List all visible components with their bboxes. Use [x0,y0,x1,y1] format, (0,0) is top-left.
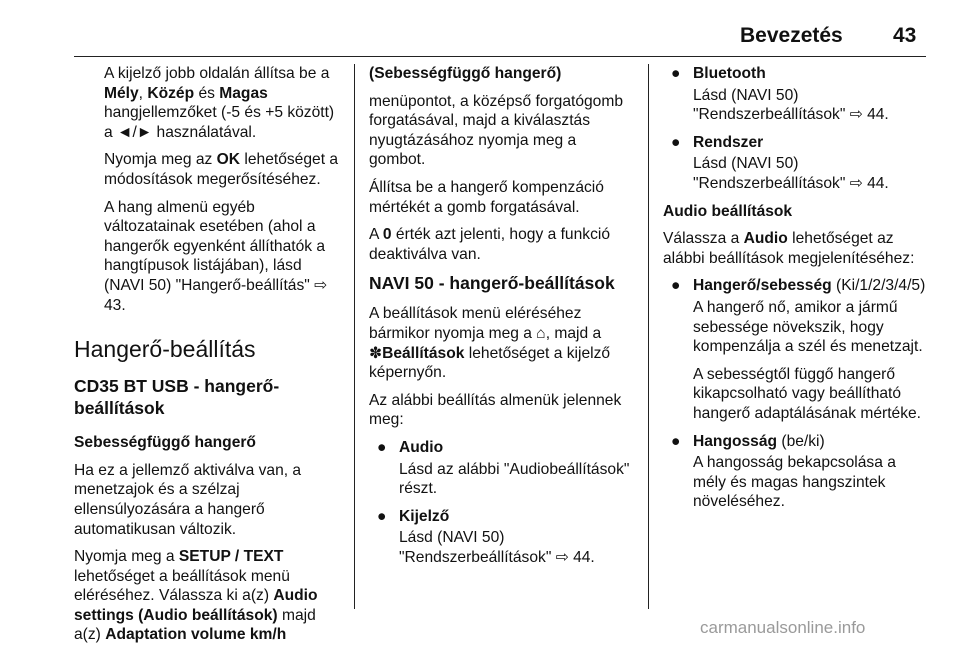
paragraph-ok-confirm: Nyomja meg az OK lehetőséget a módosítások megerősítéséhez. [104,151,339,188]
paragraph-bass-mid-treble: A kijelző jobb oldalán állítsa be a Mély, Közép és Magas hangjellemzőket (-5 és +5 között) a ◄/► használatával. [104,65,335,141]
paragraph-select-audio: Válassza a Audio lehetőséget az alábbi beállítások megjelenítéséhez: [663,230,915,267]
subsection-heading-cd35: CD35 BT USB - hangerő-beállítások [74,376,280,419]
column-divider-2 [648,64,649,609]
paragraph-zero-value: A 0 érték azt jelenti, hogy a funkció deaktiválva van. [369,226,610,263]
heading-audio-settings: Audio beállítások [663,202,793,220]
list-item: ● Rendszer Lásd (NAVI 50) "Rendszerbeállítások" ⇨ 44. [671,133,889,192]
heading-speed-volume-cont: (Sebességfüggő hangerő) [369,65,562,82]
bullet-icon: ● [671,432,681,450]
bullet-icon: ● [671,133,681,151]
list-item: ● Kijelző Lásd (NAVI 50) "Rendszerbeállítások" ⇨ 44. [377,507,595,566]
bullet-icon: ● [377,507,387,525]
header-rule [74,56,926,57]
heading-speed-volume: Sebességfüggő hangerő [74,434,256,452]
column-left [74,64,344,653]
subsection-heading-navi50: NAVI 50 - hangerő-beállítások [369,273,615,294]
list-item: ● Audio Lásd az alábbi "Audiobeállítások" részt. [377,438,630,498]
page-number: 43 [893,24,917,47]
column-middle [369,64,635,575]
home-icon: ⌂ [536,324,546,342]
section-heading-volume: Hangerő-beállítás [74,336,256,363]
bullet-icon: ● [671,65,681,82]
list-item: ● Hangerő/sebesség (Ki/1/2/3/4/5) A hangerő nő, amikor a jármű sebessége növekszik, hogy kompenzálja a szél és menetzajt. A sebességtől függő hangerő kikapcsolható vagy beállítható hangerő adaptálásának mértéke. [671,277,926,422]
list-item: ● Bluetooth Lásd (NAVI 50) "Rendszerbeállítások" ⇨ 44. [671,65,889,124]
paragraph-menu-rotary: menüpontot, a középső forgatógomb forgatásával, majd a kiválasztás nyugtázásához nyomja meg a gombot. [369,92,623,169]
paragraph-settings-menu: A beállítások menü eléréséhez bármikor nyomja meg a ⌂, majd a ✽Beállítások lehetőséget a kijelző képernyőn. [369,305,611,382]
paragraph-setup-text: Nyomja meg a SETUP / TEXT lehetőséget a beállítások menü eléréséhez. Válassza ki a(z) Audio settings (Audio beállítások) majd a(z) Adaptation volume km/h [74,548,318,644]
column-divider-1 [354,64,355,609]
paragraph-speed-volume-desc: Ha ez a jellemző aktiválva van, a menetzajok és a szélzaj ellensúlyozására a hangerő automatikusan változik. [74,461,302,538]
column-right [663,64,933,520]
paragraph-adjust-compensation: Állítsa be a hangerő kompenzáció mértékét a gomb forgatásával. [369,178,604,216]
page-header-title: Bevezetés [740,24,843,47]
gear-icon: ✽ [369,344,383,362]
watermark: carmanualsonline.info [700,618,866,637]
paragraph-sound-submenu: A hang almenü egyéb változatainak esetében (ahol a hangerők egyenként állíthatók a hangtípusok listájában), lásd (NAVI 50) "Hangerő-beállítás" ⇨ 43. [104,198,328,314]
bullet-icon: ● [377,438,387,456]
list-item: ● Hangosság (be/ki) A hangosság bekapcsolása a mély és magas hangszintek növeléséhez. [671,432,896,511]
paragraph-submenus: Az alábbi beállítás almenük jelennek meg: [369,391,622,429]
bullet-icon: ● [671,277,681,295]
